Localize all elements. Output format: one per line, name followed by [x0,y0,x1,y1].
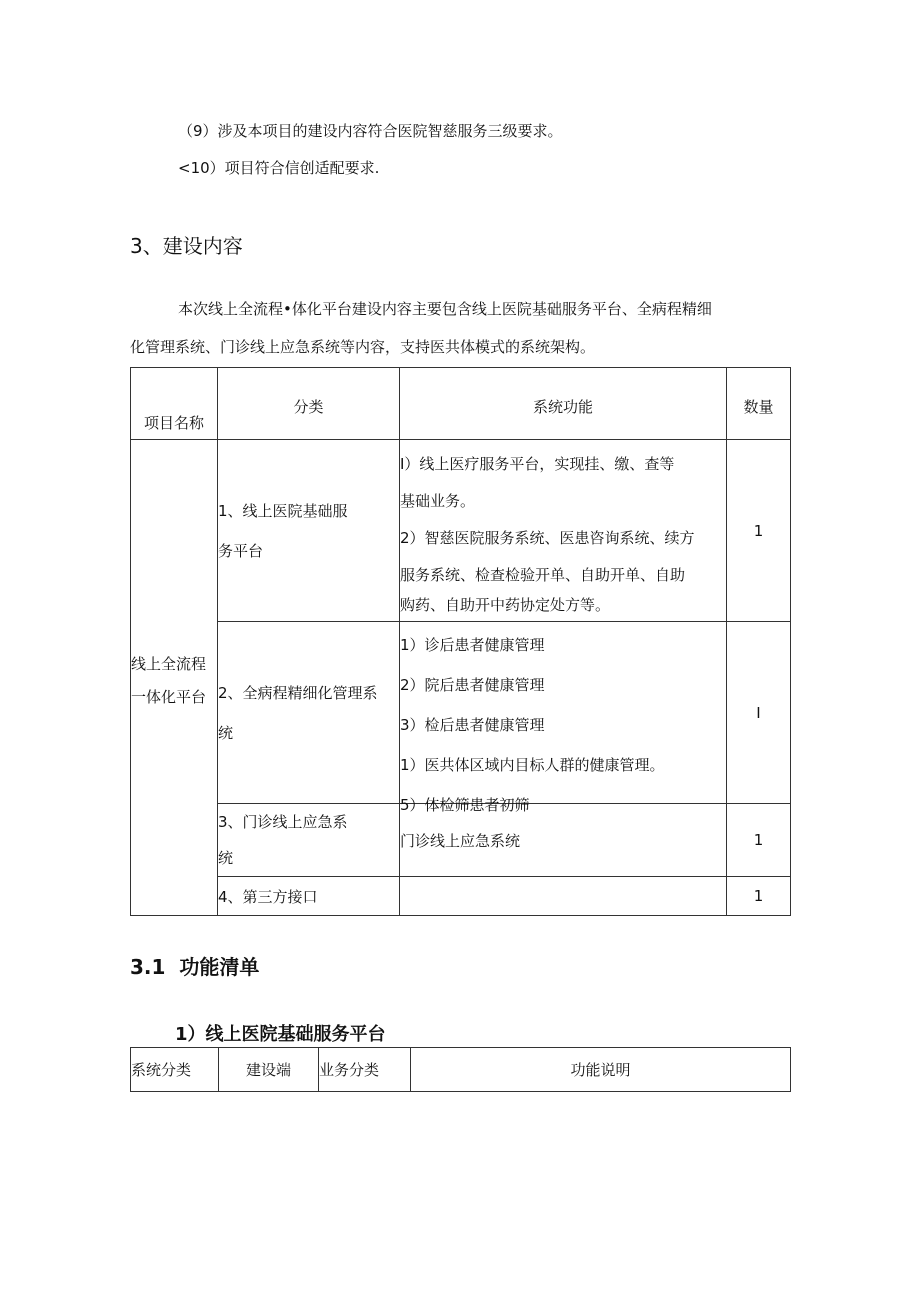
function-list-table [130,1047,791,1092]
header-business-category: 业务分类 [319,1048,411,1092]
header-build-side: 建设端 [219,1048,319,1092]
function-line: 购药、自助开中药协定处方等。 [400,596,611,614]
section-3-intro-line-1: 本次线上全流程•体化平台建设内容主要包含线上医院基础服务平台、全病程精细 [178,300,712,318]
function-line: I）线上医疗服务平台，实现挂、缴、查等 [400,455,675,473]
function-line: 2）智慈医院服务系统、医患咨询系统、续方 [400,529,695,547]
function-line: 5）体检筛患者初筛 [400,796,530,814]
header-project-name: 项目名称 [131,368,218,440]
category-line: 3、门诊线上应急系 [218,813,348,831]
quantity-cell: 1 [727,440,791,622]
table-row [131,877,791,916]
quantity-cell: 1 [727,804,791,877]
quantity-cell: 1 [727,877,791,916]
category-cell: 4、第三方接口 [218,877,400,916]
project-name-line-1: 线上全流程 [131,655,207,673]
subsection-1-heading: 1）线上医院基础服务平台 [175,1024,386,1045]
category-cell [218,804,400,877]
project-name-cell [131,440,218,916]
category-line: 统 [218,849,234,867]
function-line: 2）院后患者健康管理 [400,676,545,694]
category-cell [218,622,400,804]
paragraph-item-10: <10）项目符合信创适配要求. [178,159,380,177]
section-3-heading: 3、建设内容 [130,234,243,258]
header-function-description: 功能说明 [411,1048,791,1092]
category-line: 2、全病程精细化管理系 [218,683,378,702]
quantity-cell: I [727,622,791,804]
header-system-category: 系统分类 [131,1048,219,1092]
category-line: 务平台 [218,541,264,560]
category-line: 统 [218,723,234,742]
header-quantity: 数量 [727,368,791,440]
table-header-row [131,1048,791,1092]
function-line: 服务系统、检查检验开单、自助开单、自助 [400,566,686,584]
category-cell [218,440,400,622]
function-line: 3）检后患者健康管理 [400,716,545,734]
function-cell [400,622,727,814]
header-function: 系统功能 [400,368,727,440]
header-category: 分类 [218,368,400,440]
construction-content-table [130,367,791,916]
table-header-row [131,368,791,440]
category-line: 1、线上医院基础服 [218,501,348,520]
paragraph-item-9: （9）涉及本项目的建设内容符合医院智慈服务三级要求。 [178,122,563,140]
function-line: 基础业务。 [400,492,476,510]
section-3-intro-line-2: 化管理系统、门诊线上应急系统等内容，支持医共体模式的系统架构。 [130,338,596,356]
section-3-1-heading: 3.1 功能清单 [130,955,260,979]
function-cell: 门诊线上应急系统 [400,804,727,877]
function-cell [400,440,727,622]
function-line: 1）医共体区域内目标人群的健康管理。 [400,756,665,774]
project-name-line-2: 一体化平台 [131,688,207,706]
function-cell [400,877,727,916]
function-line: 1）诊后患者健康管理 [400,636,545,654]
table-row [131,622,791,804]
table-row [131,440,791,622]
